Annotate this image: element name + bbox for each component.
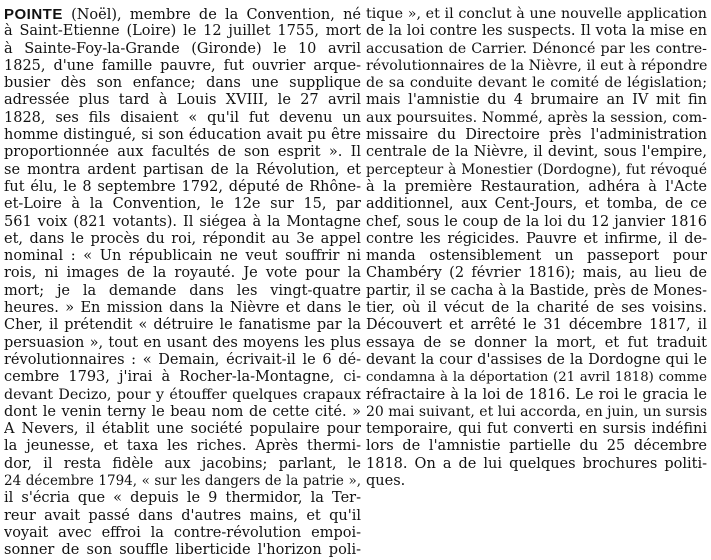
text-line: tier, où il vécut de la charité de ses voisins. — [366, 300, 707, 317]
text-line: se montra ardent partisan de la Révolution, et — [4, 161, 361, 178]
text-line: mais l'amnistie du 4 brumaire an IV mit fin — [366, 92, 707, 109]
text-line: voyait avec effroi la contre-révolution empoi- — [4, 524, 361, 541]
text-line: A Nevers, il établit une société populaire pour — [4, 421, 361, 438]
text-line: et, dans le procès du roi, répondit au 3e appel — [4, 230, 361, 247]
headword-continuation: (Noël), membre de la Convention, né — [71, 7, 361, 23]
text-line: révolutionnaires : « Demain, écrivait-il le 6 dé- — [4, 351, 361, 368]
text-line: chef, sous le coup de la loi du 12 janvier 1816 — [366, 213, 707, 230]
text-line: homme distingué, si son éducation avait pu être — [4, 127, 361, 144]
text-line: ques. — [366, 473, 406, 490]
text-line: additionnel, aux Cent-Jours, et tomba, de ce — [366, 196, 707, 213]
text-line: aux poursuites. Nommé, après la session, com- — [366, 109, 707, 126]
text-line: reur avait passé dans d'autres mains, et qu'il — [4, 507, 361, 524]
text-line: 20 mai suivant, et lui accorda, en juin, un sursis — [366, 403, 707, 420]
text-line: heures. » En mission dans la Nièvre et dans le — [4, 300, 361, 317]
text-line: 561 voix (821 votants). Il siégea à la Montagne — [4, 213, 361, 230]
text-line: réfractaire à la loi de 1816. Le roi le gracia le — [366, 386, 707, 403]
text-line: à la première Restauration, adhéra à l'Acte — [366, 178, 707, 195]
text-line: mort; je la demande dans les vingt-quatre — [4, 282, 361, 299]
left-column — [4, 6, 361, 560]
text-line: de sa conduite devant le comité de législation; — [366, 75, 707, 92]
text-line: partir, il se cacha à la Bastide, près de Mones- — [366, 282, 707, 299]
text-line: nominal : « Un républicain ne veut souffrir ni — [4, 248, 361, 265]
text-line: de la loi contre les suspects. Il vota la mise en — [366, 23, 707, 40]
text-line: révolutionnaires de la Nièvre, il eut à répondre — [366, 57, 707, 74]
text-line: accusation de Carrier. Dénoncé par les contre- — [366, 40, 707, 57]
text-line: rois, ni images de la royauté. Je vote pour la — [4, 265, 361, 282]
text-line: percepteur à Monestier (Dordogne), fut révoqué — [366, 161, 707, 178]
text-line: condamna à la déportation (21 avril 1818) comme — [366, 370, 707, 386]
text-line: busier dès son enfance; dans une supplique — [4, 75, 361, 92]
text-line: à Saint-Étienne (Loire) le 12 juillet 1755, mort — [4, 23, 361, 40]
text-line: contre les régicides. Pauvre et infirme, il de- — [366, 230, 707, 247]
text-line: persuasion », tout en usant des moyens les plus — [4, 334, 361, 351]
text-line: adressée plus tard à Louis XVIII, le 27 avril — [4, 92, 361, 109]
text-line: tique », et il conclut à une nouvelle application — [366, 6, 707, 22]
text-line: manda ostensiblement un passeport pour — [366, 248, 707, 265]
text-line: Cher, il prétendit « détruire le fanatisme par la — [4, 317, 361, 334]
right-column — [366, 6, 707, 490]
text-line: temporaire, qui fut converti en sursis indéfini — [366, 421, 707, 438]
text-line: devant la cour d'assises de la Dordogne qui le — [366, 351, 707, 368]
text-line: devant Decizo, pour y étouffer quelques crapaux — [4, 386, 361, 403]
text-line: essaya de se donner la mort, et fut traduit — [366, 334, 707, 351]
text-line — [4, 6, 361, 23]
text-line: fut élu, le 8 septembre 1792, député de Rhône- — [4, 178, 361, 195]
text-line: Découvert et arrêté le 31 décembre 1817, il — [366, 317, 707, 334]
text-line: lors de l'amnistie partielle du 25 décembre — [366, 438, 707, 455]
text-line: 1828, ses fils disaient « qu'il fut devenu un — [4, 109, 361, 126]
text-line: centrale de la Nièvre, il devint, sous l'empire, — [366, 144, 707, 161]
text-line: cembre 1793, j'irai à Rocher-la-Montagne, ci- — [4, 369, 361, 386]
text-line: 1818. On a de lui quelques brochures politi- — [366, 455, 707, 472]
text-line: dont le venin terny le beau nom de cette cité. » — [4, 403, 361, 420]
headword: POINTE — [4, 6, 63, 23]
text-line: sonner de son souffle liberticide l'horizon poli- — [4, 542, 361, 559]
text-line: dor, il resta fidèle aux jacobins; parlant, le — [4, 455, 361, 472]
text-line: proportionnée aux facultés de son esprit ». Il — [4, 144, 361, 161]
text-line: il s'écria que « depuis le 9 thermidor, la Ter- — [4, 490, 361, 507]
text-line: missaire du Directoire près l'administration — [366, 127, 707, 144]
text-line: à Sainte-Foy-la-Grande (Gironde) le 10 avril — [4, 40, 361, 57]
text-line: et-Loire à la Convention, le 12e sur 15, par — [4, 196, 361, 213]
text-line: 1825, d'une famille pauvre, fut ouvrier arque- — [4, 57, 361, 74]
text-line: Chambéry (2 février 1816); mais, au lieu de — [366, 265, 707, 282]
text-line: la jeunesse, et taxa les riches. Après thermi- — [4, 438, 361, 455]
text-line: 24 décembre 1794, « sur les dangers de la patrie », — [4, 473, 361, 490]
